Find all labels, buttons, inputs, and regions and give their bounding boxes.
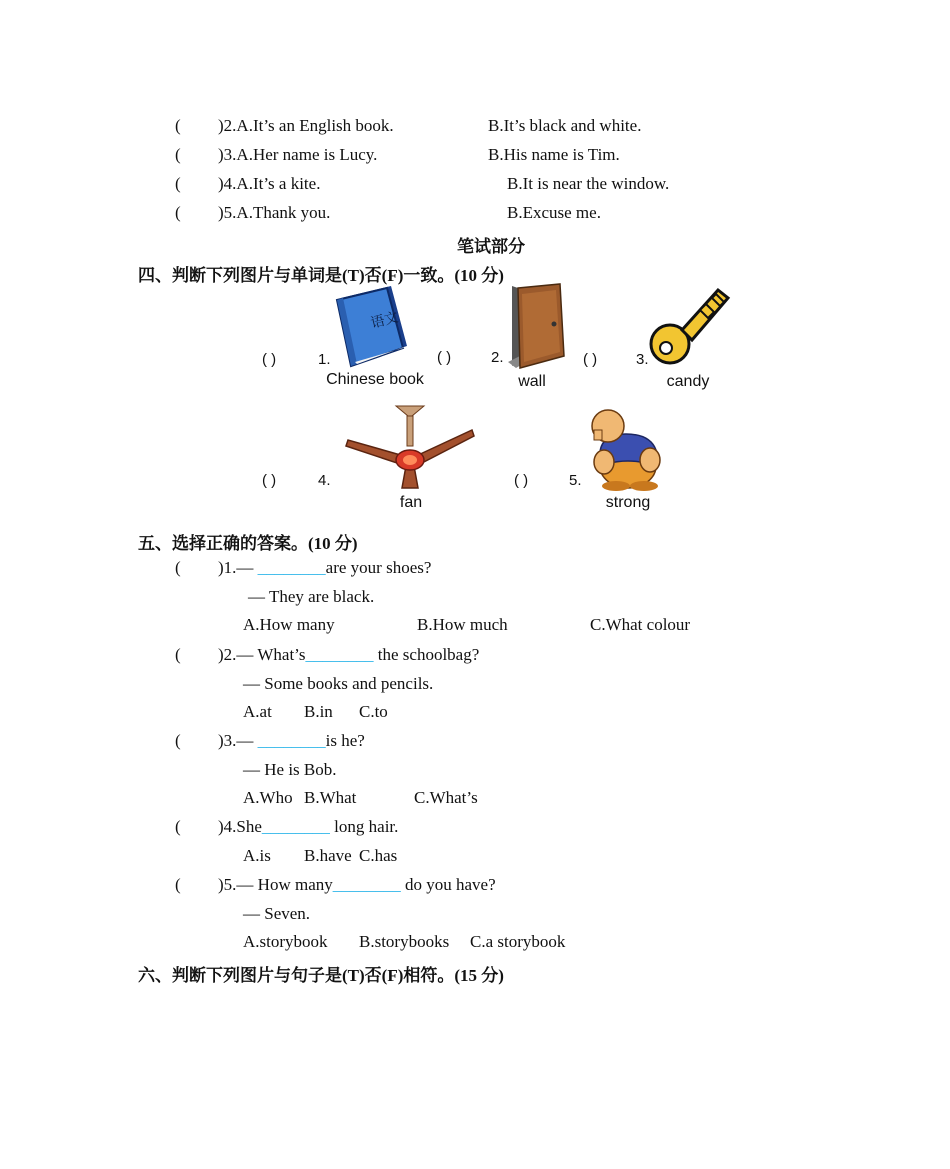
q1-paren[interactable]: (: [175, 558, 181, 577]
item3-paren[interactable]: ( ): [583, 351, 598, 368]
q4-pre: )4.She: [218, 817, 262, 836]
option-a: )3.A.Her name is Lucy.: [218, 145, 378, 164]
item5-paren[interactable]: ( ): [514, 472, 529, 489]
q4-paren[interactable]: (: [175, 817, 181, 836]
q2-question: [218, 645, 479, 665]
q1-option-b: B.How much: [417, 615, 508, 634]
option-a: )5.A.Thank you.: [218, 203, 331, 222]
item3-number: 3.: [636, 351, 649, 368]
item1-paren[interactable]: ( ): [262, 351, 277, 368]
q1-answer: — They are black.: [248, 587, 375, 606]
q5-paren[interactable]: (: [175, 875, 181, 894]
q4-option-a: A.is: [243, 846, 271, 865]
q5-question: [218, 875, 496, 895]
q1-post: are your shoes?: [325, 558, 432, 577]
ceiling-fan-icon: [344, 404, 476, 490]
q5-option-a: A.storybook: [243, 932, 328, 951]
q4-question: [218, 817, 398, 837]
q5-option-b: B.storybooks: [359, 932, 450, 951]
section5-title: 五、选择正确的答案。(10 分): [138, 534, 358, 553]
q5-post: do you have?: [400, 875, 496, 894]
q3-blank[interactable]: ________: [257, 731, 326, 750]
q2-option-c: C.to: [359, 702, 388, 721]
option-a: )2.A.It’s an English book.: [218, 116, 394, 135]
q1-option-c: C.What colour: [590, 615, 691, 634]
book-cover-text: 语文: [369, 309, 401, 332]
section6-title: 六、判断下列图片与句子是(T)否(F)相符。(15 分): [138, 966, 504, 985]
q3-option-c: C.What’s: [414, 788, 478, 807]
q5-blank[interactable]: ________: [332, 875, 401, 894]
item4-number: 4.: [318, 472, 331, 489]
answer-paren[interactable]: (: [175, 116, 181, 135]
q2-blank[interactable]: ________: [305, 645, 374, 664]
q3-paren[interactable]: (: [175, 731, 181, 750]
option-a: )4.A.It’s a kite.: [218, 174, 321, 193]
item2-number: 2.: [491, 349, 504, 366]
item1-number: 1.: [318, 351, 331, 368]
q4-blank[interactable]: ________: [261, 817, 330, 836]
strong-man-icon: [580, 404, 668, 492]
q3-post: is he?: [325, 731, 365, 750]
book-icon: [333, 284, 413, 370]
q4-option-b: B.have: [304, 846, 352, 865]
key-icon: [648, 282, 732, 368]
section4-title: 四、判断下列图片与单词是(T)否(F)一致。(10 分): [138, 266, 504, 285]
q1-option-a: A.How many: [243, 615, 335, 634]
q4-post: long hair.: [329, 817, 399, 836]
item5-number: 5.: [569, 472, 582, 489]
item2-label: wall: [518, 373, 546, 390]
door-icon: [506, 282, 566, 370]
q1-question: [218, 558, 431, 578]
q2-answer: — Some books and pencils.: [243, 674, 434, 693]
written-part-title: 笔试部分: [457, 237, 525, 256]
option-b: B.It is near the window.: [507, 174, 670, 193]
q2-paren[interactable]: (: [175, 645, 181, 664]
answer-paren[interactable]: (: [175, 145, 181, 164]
q5-option-c: C.a storybook: [470, 932, 566, 951]
q3-option-a: A.Who: [243, 788, 293, 807]
option-b: B.It’s black and white.: [488, 116, 642, 135]
item5-label: strong: [605, 494, 651, 511]
q2-option-b: B.in: [304, 702, 333, 721]
q3-question: [218, 731, 365, 751]
item2-paren[interactable]: ( ): [437, 349, 452, 366]
q3-pre: )3.—: [218, 731, 258, 750]
item4-paren[interactable]: ( ): [262, 472, 277, 489]
item1-label: Chinese book: [326, 371, 424, 388]
option-b: B.His name is Tim.: [488, 145, 620, 164]
q4-option-c: C.has: [359, 846, 398, 865]
answer-paren[interactable]: (: [175, 203, 181, 222]
q5-answer: — Seven.: [243, 904, 311, 923]
option-b: B.Excuse me.: [507, 203, 601, 222]
q1-blank[interactable]: ________: [257, 558, 326, 577]
q1-pre: )1.—: [218, 558, 258, 577]
q2-option-a: A.at: [243, 702, 272, 721]
answer-paren[interactable]: (: [175, 174, 181, 193]
item4-label: fan: [399, 494, 423, 511]
q2-post: the schoolbag?: [373, 645, 480, 664]
q3-option-b: B.What: [304, 788, 357, 807]
item3-label: candy: [666, 373, 710, 390]
q2-pre: )2.— What’s: [218, 645, 306, 664]
q5-pre: )5.— How many: [218, 875, 333, 894]
q3-answer: — He is Bob.: [243, 760, 337, 779]
